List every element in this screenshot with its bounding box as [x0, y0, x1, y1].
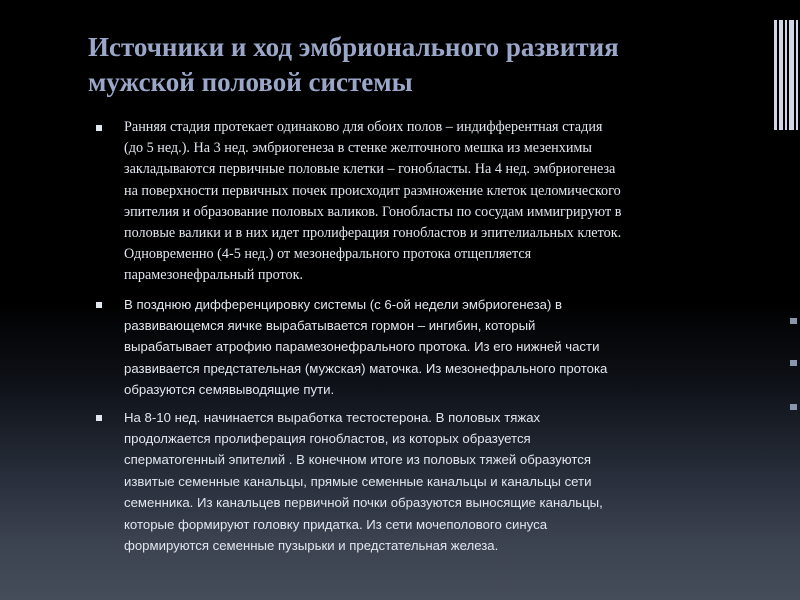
bullet-2-line: В позднюю дифференцировку системы (с 6-ой недели эмбриогенеза) в	[124, 296, 563, 312]
bullet-marker	[96, 125, 102, 131]
bullet-marker	[96, 302, 102, 308]
bullet-1-line: Ранняя стадия протекает одинаково для обоих полов – индифферентная стадия	[124, 119, 603, 135]
bullet-3-line: извитые семенные канальцы, прямые семенные канальцы и канальцы сети	[124, 473, 592, 489]
title-line-2: мужской половой системы	[88, 67, 413, 97]
slide-title	[88, 30, 728, 100]
bullet-1-line: эпителия и образование половых валиков. Гонобласты по сосудам иммигрируют в	[124, 203, 622, 220]
bullet-3-line: сперматогенный эпителий . В конечном итоге из половых тяжей образуются	[124, 452, 592, 468]
decorative-side-bars	[770, 0, 800, 600]
bullet-item-1	[96, 117, 756, 287]
bullet-1-line: закладываются первичные половые клетки – гонобласты. На 4 нед. эмбриогенеза	[124, 161, 616, 178]
bullet-2-line: вырабатывает атрофию парамезонефрального протока. Из его нижней части	[124, 339, 600, 355]
bullet-3-line: продолжается пролиферация гонобластов, из которых образуется	[124, 431, 531, 447]
bullet-3-line: формируются семенные пузырьки и предстательная железа.	[124, 538, 499, 554]
bullet-list	[96, 117, 756, 563]
bullet-1-line: парамезонефральный проток.	[124, 267, 304, 284]
bullet-1-line: Одновременно (4-5 нед.) от мезонефрального протока отщепляется	[124, 246, 532, 263]
bullet-3-line: На 8-10 нед. начинается выработка тестостерона. В половых тяжах	[124, 409, 541, 425]
bullet-2-line: развивается предстательная (мужская) маточка. Из мезонефрального протока	[124, 360, 608, 376]
bullet-2-line: образуются семявыводящие пути.	[124, 382, 335, 398]
bullet-1-line: половые валики и в них идет пролиферация гонобластов и эпителиальных клеток.	[124, 225, 622, 242]
bullet-item-3	[96, 407, 756, 557]
bullet-3-line: которые формируют головку придатка. Из сети мочеполового синуса	[124, 516, 548, 532]
bullet-1-line: на поверхности первичных почек происходит размножение клеток целомического	[124, 182, 621, 199]
bullet-item-2	[96, 294, 756, 401]
bullet-marker	[96, 415, 102, 421]
bullet-3-line: семенника. Из канальцев первичной почки образуются выносящие канальцы,	[124, 495, 603, 511]
bullet-1-line: (до 5 нед.). На 3 нед. эмбриогенеза в стенке желточного мешка из мезенхимы	[124, 140, 592, 157]
bullet-2-line: развивающемся яичке вырабатывается гормон – ингибин, который	[124, 318, 536, 334]
title-line-1: Источники и ход эмбрионального развития	[88, 32, 619, 62]
